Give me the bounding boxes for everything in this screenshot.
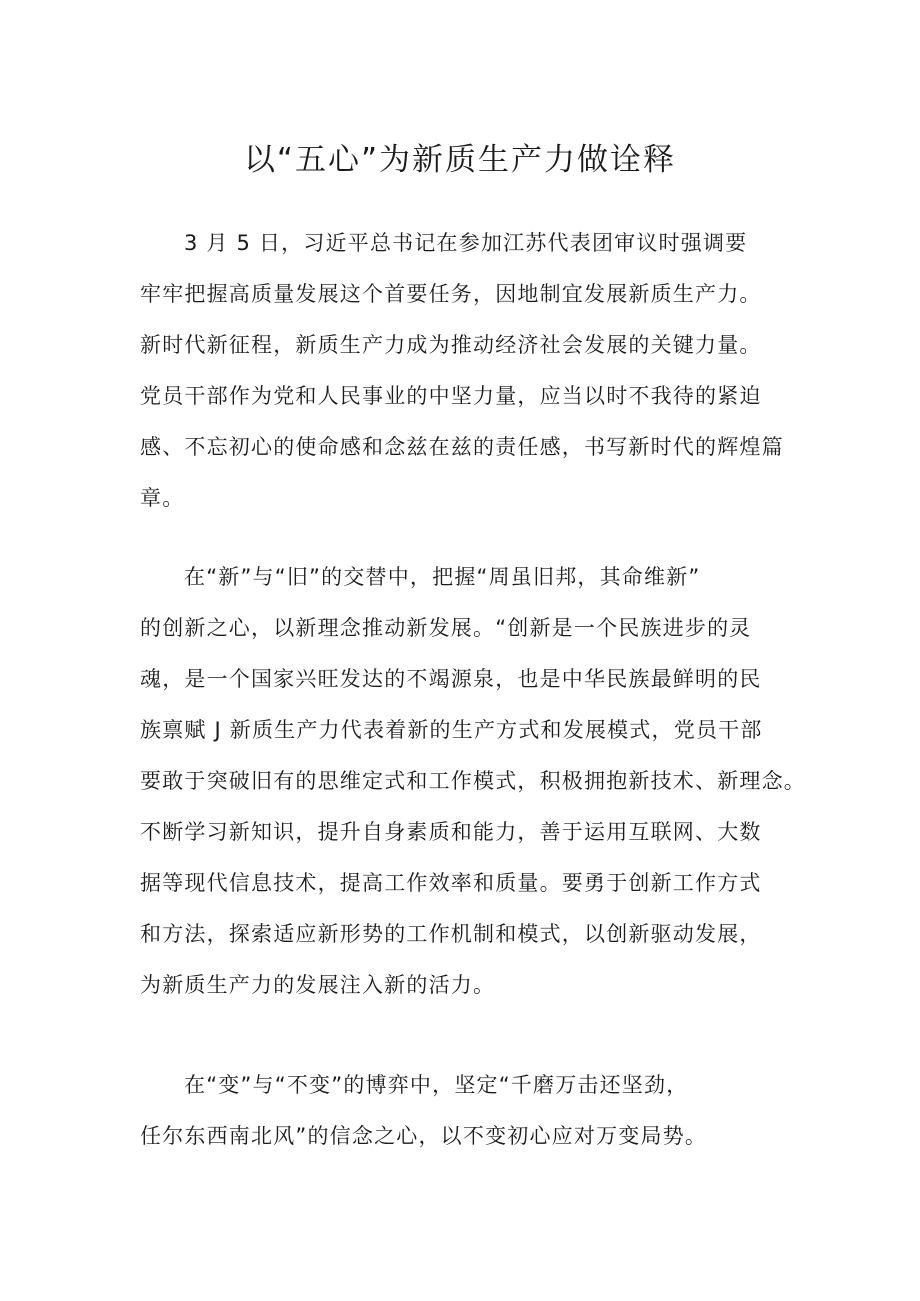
paragraph-line: 要敢于突破旧有的思维定式和工作模式，积极拥抱新技术、新理念。	[140, 769, 806, 793]
paragraph-line: 魂，是一个国家兴旺发达的不竭源泉，也是中华民族最鲜明的民	[140, 667, 762, 691]
paragraph-line: 在“变”与“不变”的博弈中，坚定“千磨万击还坚劲，	[184, 1073, 689, 1097]
paragraph-line: 据等现代信息技术，提高工作效率和质量。要勇于创新工作方式	[140, 871, 762, 895]
paragraph-line: 的创新之心，以新理念推动新发展。“创新是一个民族进步的灵	[140, 616, 752, 640]
paragraph-line: 任尔东西南北风”的信念之心，以不变初心应对万变局势。	[140, 1124, 708, 1148]
paragraph-line: 族禀赋 J 新质生产力代表着新的生产方式和发展模式，党员干部	[140, 718, 763, 742]
paragraph-line: 感、不忘初心的使命感和念兹在兹的责任感，书写新时代的辉煌篇	[140, 435, 784, 459]
paragraph-2	[140, 552, 806, 1011]
paragraph-line: 牢牢把握高质量发展这个首要任务，因地制宜发展新质生产力。	[140, 282, 762, 306]
paragraph-line: 3 月 5 日，习近平总书记在参加江苏代表团审议时强调要	[184, 231, 748, 255]
paragraph-line: 为新质生产力的发展注入新的活力。	[140, 973, 496, 997]
document-title: 以“五心”为新质生产力做诠释	[243, 142, 677, 178]
paragraph-line: 章。	[140, 486, 185, 510]
paragraph-line: 党员干部作为党和人民事业的中坚力量，应当以时不我待的紧迫	[140, 384, 762, 408]
paragraph-1	[140, 218, 800, 524]
paragraph-line: 在“新”与“旧”的交替中，把握“周虽旧邦，其命维新”	[184, 565, 701, 589]
paragraph-3	[140, 1060, 800, 1162]
paragraph-line: 新时代新征程，新质生产力成为推动经济社会发展的关键力量。	[140, 333, 762, 357]
paragraph-line: 和方法，探索适应新形势的工作机制和模式，以创新驱动发展，	[140, 922, 762, 946]
paragraph-line: 不断学习新知识，提升自身素质和能力，善于运用互联网、大数	[140, 820, 762, 844]
